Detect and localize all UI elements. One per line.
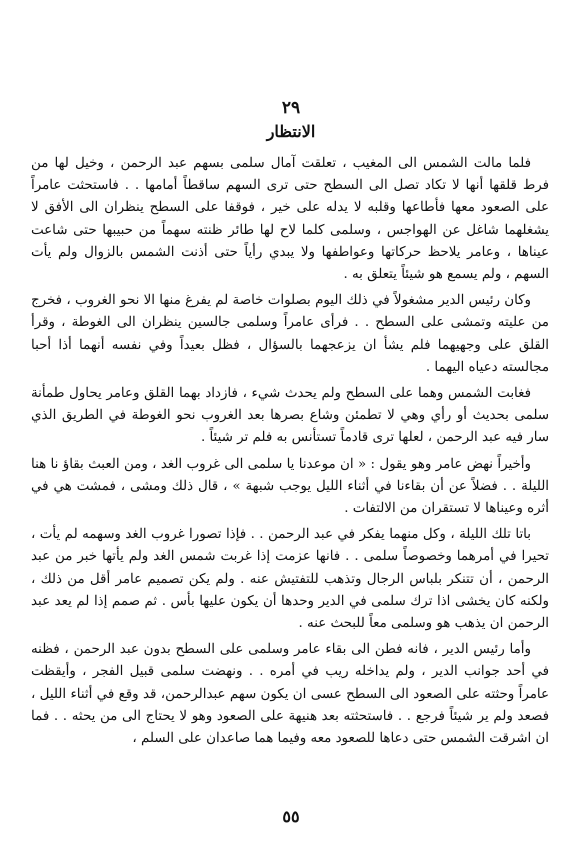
body-text xyxy=(31,153,549,750)
paragraph-6: وأما رئيس الدير ، فانه فطن الى بقاء عامر وسلمى على السطح بدون عبد الرحمن ، فظنه في أحد جوانب الدير ، ولم يداخله ريب في أمره . . ونهضت سلمى قبيل الفجر ، وأيقظت عامراً وحثته على الصعود الى السطح عسى ان يكون سهم عبدالرحمن، قد وقع في أثناء الليل ، فصعد ولم ير شيئاً فرجع . . فاستحثته بعد هنيهة على الصعود وهو لا يحتاج الى من يحثه . . فما ان اشرقت الشمس حتى دعاها للصعود معه وفيما هما صاعدان على السلم ، xyxy=(31,642,549,747)
chapter-number: ٢٩ xyxy=(281,98,301,118)
page-number: ٥٥ xyxy=(282,807,300,826)
paragraph-3: فغابت الشمس وهما على السطح ولم يحدث شيء ، فازداد بهما القلق وعامر يحاول طمأنة سلمى بحديث أو رأي وهي لا تطمئن وشاع بصرها بعد الغروب نحو الغوطة في الطريق الذي سار فيه عبد الرحمن ، لعلها ترى قادماً تستأنس به فلم تر شيئاً . xyxy=(31,386,549,446)
chapter-title: الانتظار xyxy=(266,122,316,141)
paragraph-1: فلما مالت الشمس الى المغيب ، تعلقت آمال سلمى بسهم عبد الرحمن ، وخيل لها من فرط قلقها أنها لا تكاد تصل الى السطح حتى ترى السهم ساقطاً أمامها . . فاستحثت عامراً على الصعود معها فأطاعها وقلبه لا يدله على خير ، فوقفا على السطح ينظران الى الأفق لا يشغلهما شاغل عن الهواجس ، وسلمى كلما لاح لها طائر ظنته سهماً من حبيبها حتى شاعت عيناها ، وعامر يلاحظ حركاتها وعواطفها ولا يبدي رأياً حتى أذنت الشمس بالزوال ولم يأت السهم ، ولم يسمع هو شيئاً يتعلق به . xyxy=(31,156,549,283)
paragraph-5: باتا تلك الليلة ، وكل منهما يفكر في عبد الرحمن . . فإذا تصورا غروب الغد وسهمه لم يأت ، تحيرا في أمرهما وخصوصاً سلمى . . فانها عزمت إذا غربت شمس الغد ولم يأتها خبر من عبد الرحمن ، أن تتنكر بلباس الرجال وتذهب للتفتيش عنه . ولم يكن تصميم عامر أقل من ذلك ، ولكنه كان يخشى اذا ترك سلمى في الدير وحدها أن يكون عليها بأس . ثم صمم إذا لم يعد عبد الرحمن ان يذهب هو وسلمى معاً للبحث عنه . xyxy=(31,527,549,632)
paragraph-4: وأخيراً نهض عامر وهو يقول : « ان موعدنا يا سلمى الى غروب الغد ، ومن العبث بقاؤ نا هنا الليلة . . فضلاً عن أن بقاءنا في أثناء الليل يوجب شبهة » ، قال ذلك ومشى ، فمشت هي في أثره وعيناها لا تستقران من الالتفات . xyxy=(31,456,549,517)
paragraph-2: وكان رئيس الدير مشغولاً في ذلك اليوم بصلوات خاصة لم يفرغ منها الا نحو الغروب ، فخرج من عليته وتمشى على السطح . . فرأى عامراً وسلمى جالسين ينظران الى الغوطة ، وقرأ القلق على وجهيهما فلم يشأ ان يزعجهما بالسؤال ، فظل بعيداً وفي نفسه أنهما أذا أحبا مجالسته دعياه اليهما . xyxy=(31,293,549,375)
